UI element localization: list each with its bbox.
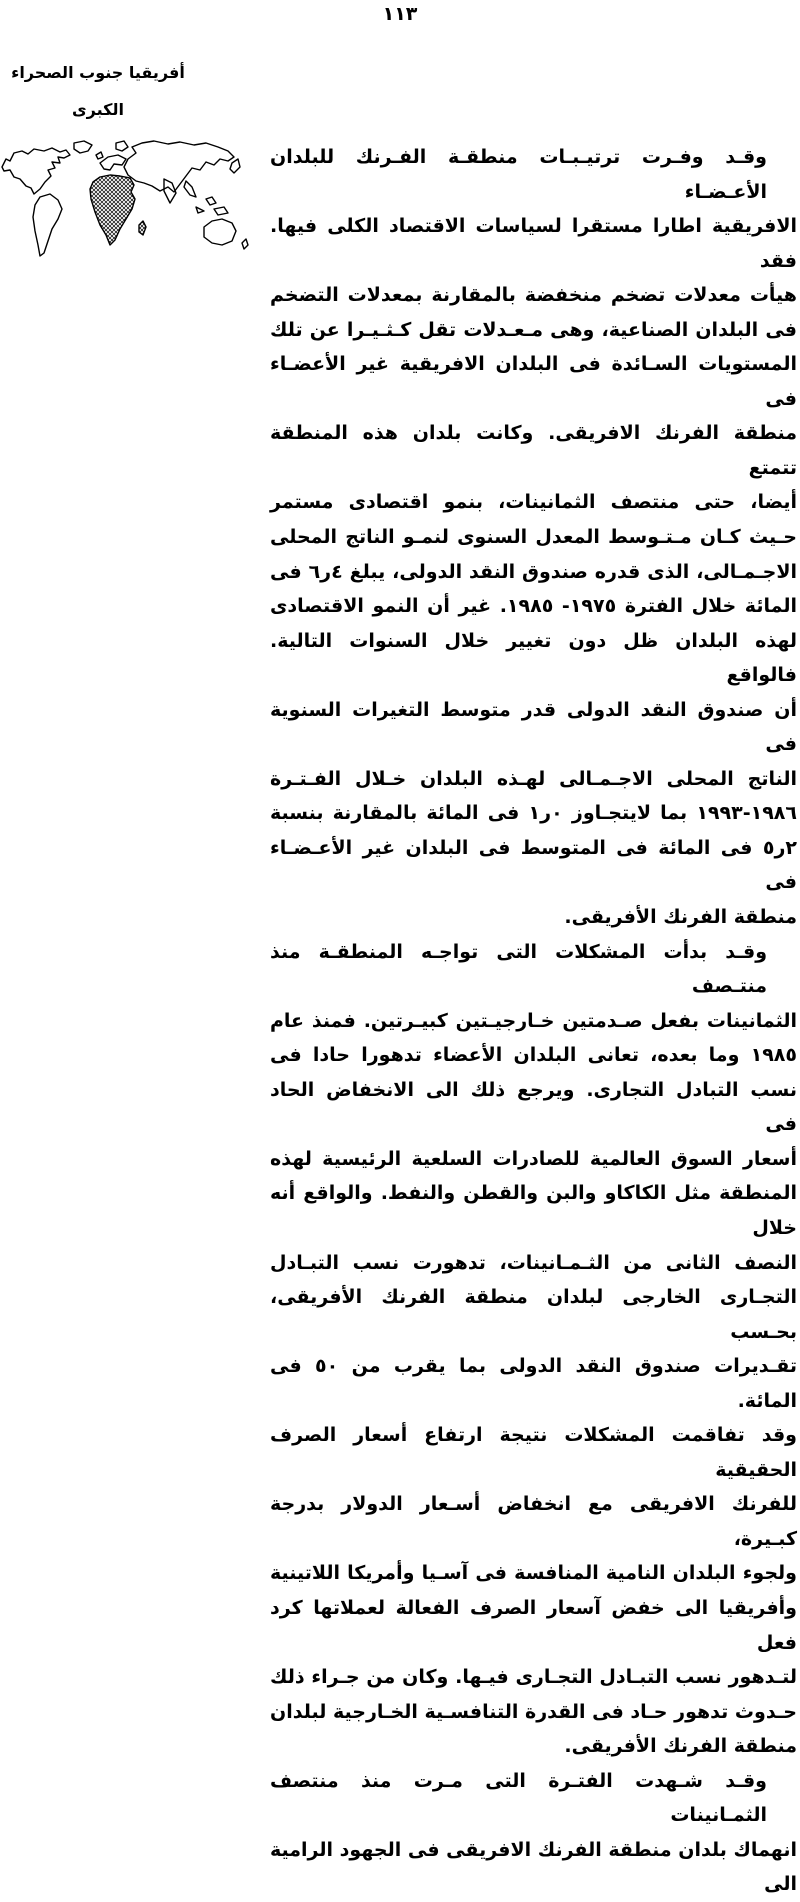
region-caption-line1: أفريقيا جنوب الصحراء: [11, 63, 185, 82]
text-line: المستويات السـائدة فى البلدان الافريقية غير الأعضـاء فى: [270, 353, 797, 410]
paragraph-1: [270, 140, 797, 935]
text-line: وقـد شـهدت الفتـرة التى مـرت منذ منتصف الثمـانينات: [270, 1769, 767, 1827]
north-america-outline: [2, 148, 70, 194]
world-map-illustration: [0, 136, 252, 262]
uk-outline: [96, 152, 103, 159]
article-text: [270, 140, 797, 1902]
scandinavia-outline: [116, 141, 128, 151]
text-line: المنطقة مثل الكاكاو والبن والقطن والنفط. والواقع أنه خلال: [270, 1182, 797, 1239]
text-line: النصف الثانى من الثـمـانينات، تدهورت نسب التبـادل: [270, 1251, 797, 1274]
text-line: أيضا، حتى منتصف الثمانينات، بنمو اقتصادى مستمر: [270, 491, 797, 514]
text-line: لتـدهور نسب التبـادل التجـارى فيـها. وكان من جـراء ذلك: [270, 1666, 797, 1689]
text-line: الاجـمـالى، الذى قدره صندوق النقد الدولى، يبلغ ٤ر٦ فى: [270, 560, 797, 583]
text-line: وأفريقيا الى خفض آسعار الصرف الفعالة لعملاتها كرد فعل: [270, 1596, 797, 1654]
asia-outline: [124, 141, 234, 192]
text-line: ولجوء البلدان النامية المنافسة فى آسـيا وأمريكا اللاتينية: [270, 1562, 797, 1585]
text-line: ١٩٨٥ وما بعده، تعانى البلدان الأعضاء تدهورا حادا فى: [270, 1044, 797, 1067]
text-line: حـيث كـان مـتـوسط المعدل السنوى لنمـو الناتج المحلى: [270, 526, 797, 549]
south-america-outline: [33, 194, 62, 256]
text-line: فى البلدان الصناعية، وهى مـعـدلات تقل كـثـيـرا عن تلك: [270, 318, 797, 341]
australia-outline: [204, 219, 236, 245]
text-line: وقـد وفـرت ترتيـبـات منطقـة الفـرنك للبلدان الأعـضـاء: [270, 146, 767, 203]
text-line: انهماك بلدان منطقة الفرنك الافريقى فى الجهود الرامية الى: [270, 1838, 797, 1896]
paragraph-3: [270, 1418, 797, 1763]
paragraph-2: [270, 935, 797, 1419]
greenland-outline: [74, 141, 92, 153]
text-line: وقد تفاقمت المشكلات نتيجة ارتفاع أسعار الصرف الحقيقية: [270, 1424, 797, 1481]
europe-outline: [100, 155, 126, 170]
text-line: وقـد بدأت المشكلات التى تواجـه المنطقـة منذ منتـصف: [270, 940, 767, 998]
indonesia-outline-2: [214, 207, 228, 215]
text-line: تقـديرات صندوق النقد الدولى بما يقرب من ٥٠ فى المائة.: [270, 1355, 798, 1412]
world-map-svg: [0, 136, 252, 262]
text-line: التجـارى الخارجى لبلدان منطقة الفرنك الأفريقى، بحـسب: [270, 1286, 797, 1343]
text-line: منطقة الفرنك الأفريقى.: [564, 906, 797, 929]
text-line: الافريقية اطارا مستقرا لسياسات الاقتصاد الكلى فيها. فقد: [270, 215, 797, 272]
text-line: ١٩٨٦-١٩٩٣ بما لايتجـاوز ٠ر١ فى المائة بالمقارنة بنسبة: [270, 802, 797, 825]
text-line: منطقة الفرنك الافريقى. وكانت بلدان هذه المنطقة تتمتع: [270, 422, 797, 479]
philippines-outline: [206, 197, 216, 205]
region-caption: [2, 62, 194, 121]
region-caption-line2: الكبرى: [72, 100, 124, 119]
text-line: الثمانينات بفعل صـدمتين خـارجيـتين كبيـرتين. فمنذ عام: [270, 1009, 797, 1032]
madagascar-outline: [139, 221, 146, 235]
paragraph-4: [270, 1764, 797, 1902]
page-number: ١١٣: [382, 3, 418, 25]
text-line: لهذه البلدان ظل دون تغيير خلال السنوات التالية. فالواقع: [270, 629, 797, 687]
text-line: ٢ر٥ فى المائة فى المتوسط فى البلدان غير الأعـضـاء فى: [270, 836, 797, 894]
africa-highlighted-region: [90, 175, 135, 245]
text-line: الناتج المحلى الاجـمـالى لهـذه البلدان خـلال الفـتـرة: [270, 767, 797, 790]
text-line: المائة خلال الفترة ١٩٧٥- ١٩٨٥. غير أن النمو الاقتصادى: [270, 595, 797, 618]
indochina-outline: [184, 181, 196, 197]
text-line: للفرنك الافريقى مع انخفاض أسـعار الدولار بدرجة كبـيرة،: [270, 1493, 797, 1550]
new-zealand-outline: [242, 239, 248, 249]
text-line: هيأت معدلات تضخم منخفضة بالمقارنة بمعدلات التضخم: [270, 284, 797, 307]
text-line: أسعار السوق العالمية للصادرات السلعية الرئيسية لهذه: [270, 1147, 797, 1170]
text-line: حـدوث تدهور حـاد فى القدرة التنافسـية الخـارجية لبلدان: [270, 1700, 797, 1723]
text-line: نسب التبادل التجارى. ويرجع ذلك الى الانخفاض الحاد فى: [270, 1078, 797, 1136]
text-line: أن صندوق النقد الدولى قدر متوسط التغيرات السنوية فى: [270, 698, 797, 756]
indonesia-outline-1: [196, 207, 204, 213]
text-line: منطقة الفرنك الأفريقى.: [564, 1735, 797, 1758]
japan-outline: [230, 159, 240, 173]
